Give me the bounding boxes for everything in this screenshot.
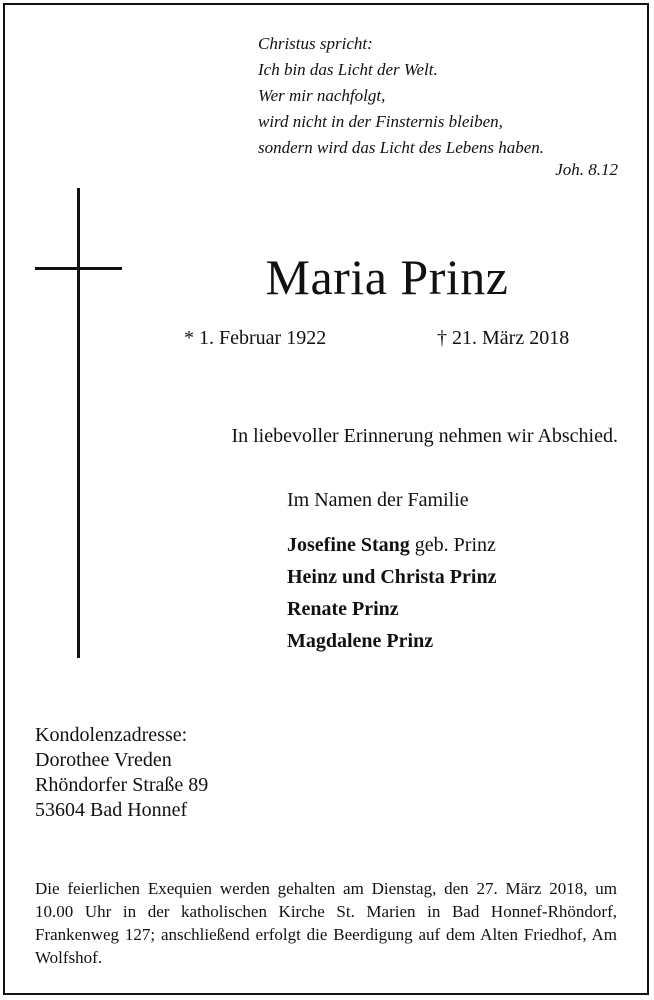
condolence-label: Kondolenzadresse: <box>35 724 188 746</box>
family-member <box>287 529 496 561</box>
cross-icon-horizontal <box>35 267 122 270</box>
death-date: † 21. März 2018 <box>437 327 570 349</box>
cross-icon-vertical <box>77 188 80 658</box>
family-members <box>287 529 496 657</box>
family-member-suffix: geb. Prinz <box>414 534 496 556</box>
condolence-city: 53604 Bad Honnef <box>35 799 188 821</box>
family-member <box>287 561 496 593</box>
verse-line: Christus spricht: <box>258 34 373 53</box>
farewell-text: In liebevoller Erinnerung nehmen wir Abschied. <box>231 425 618 447</box>
family-member-name: Renate Prinz <box>287 598 399 620</box>
verse-line: Ich bin das Licht der Welt. <box>258 60 438 79</box>
bible-verse <box>258 31 618 161</box>
family-member <box>287 625 496 657</box>
birth-date: * 1. Februar 1922 <box>184 327 327 349</box>
verse-line: sondern wird das Licht des Lebens haben. <box>258 138 545 157</box>
deceased-name: Maria Prinz <box>265 249 509 305</box>
condolence-name: Dorothee Vreden <box>35 749 172 771</box>
condolence-address <box>35 723 208 823</box>
condolence-street: Rhöndorfer Straße 89 <box>35 774 209 796</box>
verse-line: wird nicht in der Finsternis bleiben, <box>258 112 503 131</box>
family-intro: Im Namen der Familie <box>287 489 469 511</box>
family-member <box>287 593 496 625</box>
family-member-name: Heinz und Christa Prinz <box>287 566 497 588</box>
family-member-name: Josefine Stang <box>287 534 410 556</box>
service-info: Die feierlichen Exequien werden gehalten am Dienstag, den 27. März 2018, um 10.00 Uhr in der katholischen Kirche St. Marien in Bad Honnef-Rhöndorf, Frankenweg 127; anschließend erfolgt die Beerdigung auf dem Alten Friedhof, Am Wolfshof. <box>35 879 617 967</box>
family-member-name: Magdalene Prinz <box>287 630 434 652</box>
verse-reference: Joh. 8.12 <box>555 160 618 179</box>
verse-line: Wer mir nachfolgt, <box>258 86 386 105</box>
